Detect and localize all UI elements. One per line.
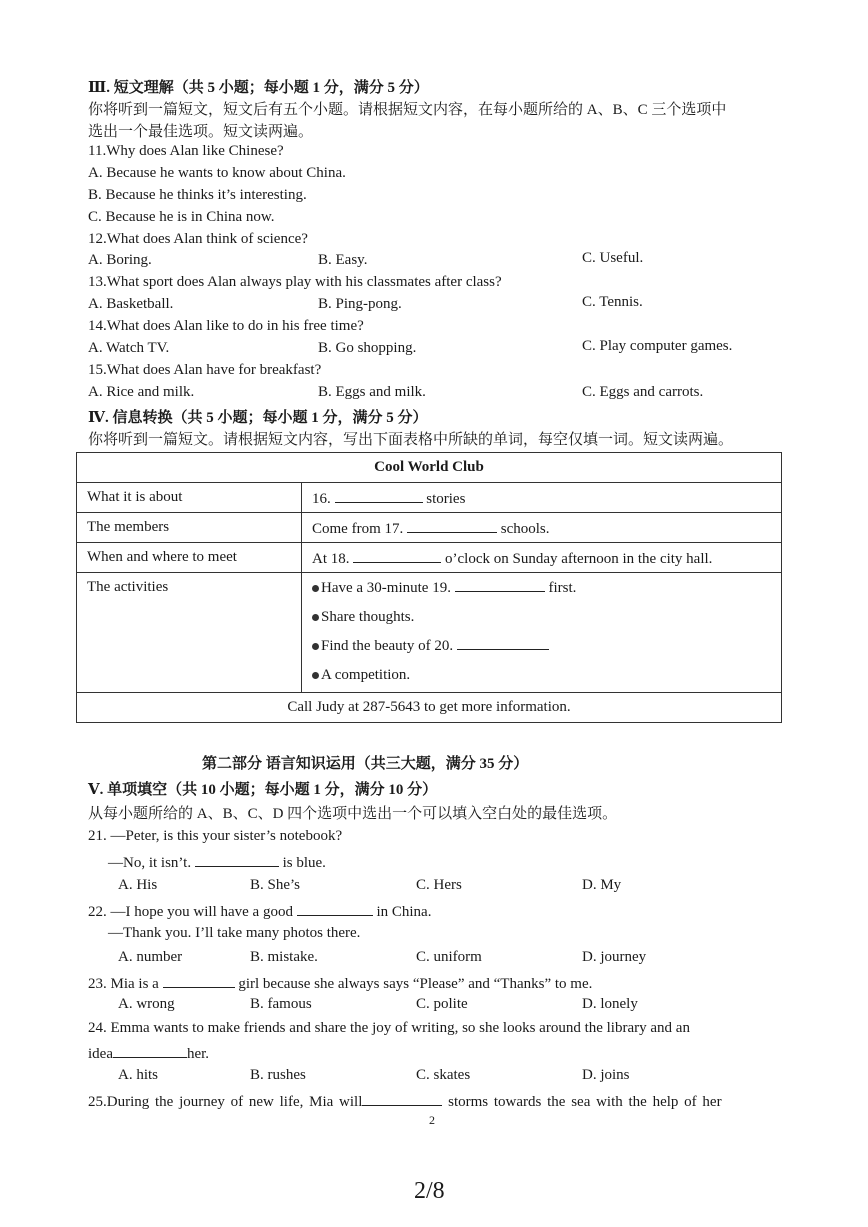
q24-prefix: idea <box>88 1046 113 1062</box>
blank-18-suffix: o’clock on Sunday afternoon in the city hall. <box>441 550 713 567</box>
table-row <box>77 543 782 573</box>
page-number-small: 2 <box>429 1113 435 1127</box>
blank-17[interactable] <box>407 518 497 533</box>
q21-option-d: D. My <box>582 877 622 893</box>
table-row-label-topic: What it is about <box>77 483 302 513</box>
section3-instruction-line2: 选出一个最佳选项。短文读两遍。 <box>88 124 314 140</box>
table-row-label-meeting: When and where to meet <box>77 543 302 573</box>
blank-19-prefix: Have a 30-minute 19. <box>321 580 455 596</box>
q21-reply-suffix: is blue. <box>278 855 326 871</box>
blank-24[interactable] <box>113 1043 187 1058</box>
table-row-label-members: The members <box>77 513 302 543</box>
question-13: 13.What sport does Alan always play with his classmates after class? <box>88 274 502 290</box>
q21-option-a: A. His <box>118 877 158 893</box>
section4-heading: Ⅳ. 信息转换（共 5 小题；每小题 1 分，满分 5 分） <box>88 410 428 426</box>
question-24-line2 <box>88 1043 209 1063</box>
question-25 <box>88 1091 722 1111</box>
q21-options <box>0 877 868 897</box>
blank-19-suffix: first. <box>544 580 577 596</box>
blank-18[interactable] <box>353 548 441 563</box>
table-row <box>77 573 782 693</box>
section3-heading: Ⅲ. 短文理解（共 5 小题；每小题 1 分，满分 5 分） <box>88 80 429 96</box>
blank-25[interactable] <box>362 1091 442 1106</box>
q15-options <box>0 384 868 404</box>
blank-18-prefix: At 18. <box>312 550 354 567</box>
blank-16-suffix: stories <box>422 490 466 507</box>
question-22-reply: —Thank you. I’ll take many photos there. <box>108 925 361 941</box>
question-12: 12.What does Alan think of science? <box>88 231 308 247</box>
blank-19[interactable] <box>455 577 545 592</box>
q24-option-a: A. hits <box>118 1067 159 1083</box>
q24-options <box>0 1067 868 1087</box>
question-22 <box>88 901 431 921</box>
section5-heading: Ⅴ. 单项填空（共 10 小题；每小题 1 分，满分 10 分） <box>88 782 438 798</box>
q12-option-b: B. Easy. <box>318 252 368 268</box>
q23-option-a: A. wrong <box>118 996 175 1012</box>
table-row-value-meeting <box>302 543 782 573</box>
q15-option-b: B. Eggs and milk. <box>318 384 426 400</box>
question-23 <box>88 973 592 993</box>
q15-option-c: C. Eggs and carrots. <box>582 384 704 400</box>
table-row <box>77 483 782 513</box>
q23-suffix: girl because she always says “Please” and “Thanks” to me. <box>234 976 593 992</box>
blank-20-prefix: Find the beauty of 20. <box>321 638 457 654</box>
q24-option-c: C. skates <box>416 1067 471 1083</box>
q11-option-b: B. Because he thinks it’s interesting. <box>88 187 307 203</box>
q12-option-c: C. Useful. <box>582 250 644 266</box>
section5-instruction: 从每小题所给的 A、B、C、D 四个选项中选出一个可以填入空白处的最佳选项。 <box>88 806 618 822</box>
q22-prefix: 22. —I hope you will have a good <box>88 904 297 920</box>
q11-option-a: A. Because he wants to know about China. <box>88 165 346 181</box>
bullet-icon <box>312 643 319 650</box>
table-title: Cool World Club <box>77 453 782 483</box>
bullet-icon <box>312 672 319 679</box>
table-row-value-topic <box>302 483 782 513</box>
page-indicator: 2/8 <box>414 1178 445 1204</box>
blank-17-prefix: Come from 17. <box>312 520 407 537</box>
question-24: 24. Emma wants to make friends and share the joy of writing, so she looks around the library and an <box>88 1020 690 1036</box>
q22-option-a: A. number <box>118 949 183 965</box>
q24-suffix: her. <box>186 1046 210 1062</box>
table-row-value-activities <box>302 573 782 693</box>
question-11: 11.Why does Alan like Chinese? <box>88 143 284 159</box>
q12-options <box>0 252 868 272</box>
bullet-icon <box>312 585 319 592</box>
activity-4 <box>312 661 771 690</box>
q22-option-d: D. journey <box>582 949 647 965</box>
question-15: 15.What does Alan have for breakfast? <box>88 362 322 378</box>
q25-suffix: storms towards the sea with the help of her <box>442 1094 722 1110</box>
activity-4-text: A competition. <box>321 667 411 683</box>
q21-option-b: B. She’s <box>250 877 301 893</box>
blank-21[interactable] <box>195 852 279 867</box>
q23-options <box>0 996 868 1016</box>
q12-option-a: A. Boring. <box>88 252 152 268</box>
q13-options <box>0 296 868 316</box>
q13-option-a: A. Basketball. <box>88 296 174 312</box>
q21-option-c: C. Hers <box>416 877 462 893</box>
blank-16[interactable] <box>335 488 423 503</box>
blank-17-suffix: schools. <box>497 520 550 537</box>
table-row-value-members <box>302 513 782 543</box>
table-row-label-activities: The activities <box>77 573 302 693</box>
section4-instruction: 你将听到一篇短文。请根据短文内容，写出下面表格中所缺的单词，每空仅填一词。短文读两遍。 <box>88 432 734 448</box>
blank-22[interactable] <box>297 901 373 916</box>
blank-23[interactable] <box>163 973 235 988</box>
q23-option-c: C. polite <box>416 996 468 1012</box>
question-21-reply <box>108 852 326 872</box>
info-table <box>76 452 782 723</box>
q24-option-d: D. joins <box>582 1067 630 1083</box>
question-21: 21. —Peter, is this your sister’s notebook? <box>88 828 343 844</box>
activity-2 <box>312 603 771 632</box>
q15-option-a: A. Rice and milk. <box>88 384 195 400</box>
q22-suffix: in China. <box>372 904 432 920</box>
q13-option-b: B. Ping-pong. <box>318 296 402 312</box>
q24-option-b: B. rushes <box>250 1067 306 1083</box>
activity-3 <box>312 632 771 661</box>
question-14: 14.What does Alan like to do in his free time? <box>88 318 364 334</box>
q11-option-c: C. Because he is in China now. <box>88 209 275 225</box>
q23-option-b: B. famous <box>250 996 312 1012</box>
blank-16-prefix: 16. <box>312 490 335 507</box>
q14-option-b: B. Go shopping. <box>318 340 417 356</box>
part2-heading: 第二部分 语言知识运用（共三大题，满分 35 分） <box>202 756 529 772</box>
q23-option-d: D. lonely <box>582 996 638 1012</box>
table-row <box>77 513 782 543</box>
q22-options <box>0 949 868 969</box>
q14-option-a: A. Watch TV. <box>88 340 170 356</box>
q13-option-c: C. Tennis. <box>582 294 643 310</box>
blank-20[interactable] <box>457 635 549 650</box>
q25-prefix: 25.During the journey of new life, Mia will <box>88 1094 363 1110</box>
section3-instruction-line1: 你将听到一篇短文，短文后有五个小题。请根据短文内容，在每小题所给的 A、B、C 三个选项中 <box>88 102 727 118</box>
q22-option-b: B. mistake. <box>250 949 318 965</box>
q14-options <box>0 340 868 360</box>
bullet-icon <box>312 614 319 621</box>
q22-option-c: C. uniform <box>416 949 482 965</box>
table-footer: Call Judy at 287-5643 to get more information. <box>77 693 782 723</box>
q23-prefix: 23. Mia is a <box>88 976 163 992</box>
q14-option-c: C. Play computer games. <box>582 338 733 354</box>
activity-1 <box>312 574 771 603</box>
q21-reply-prefix: —No, it isn’t. <box>108 855 195 871</box>
activity-2-text: Share thoughts. <box>321 609 415 625</box>
